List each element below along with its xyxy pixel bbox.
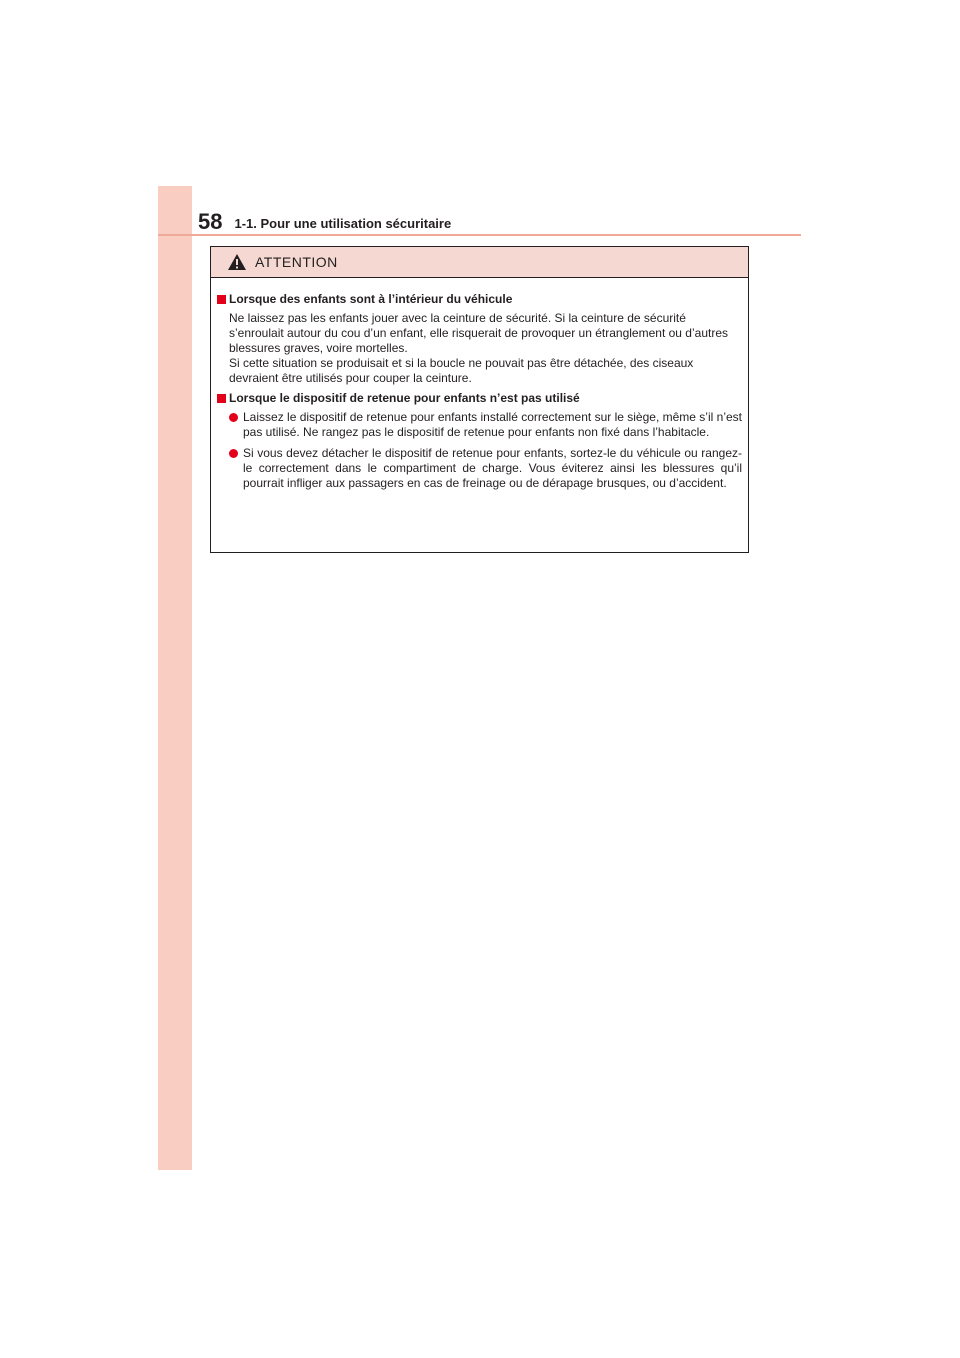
warning-title: ATTENTION [255,254,338,270]
warning-section-restraint-unused [217,391,742,491]
list-item-text: Laissez le dispositif de retenue pour enfants installé correctement sur le siège, même s’il n’est pas utilisé. Ne rangez pas le dispositif de retenue pour enfants non fixé dans l’habitacle. [243,410,742,439]
warning-box [210,246,749,553]
list-item [217,446,742,491]
list-item [217,410,742,440]
square-bullet-icon [217,295,226,304]
square-bullet-icon [217,394,226,403]
page-number: 58 [198,209,223,234]
warning-triangle-icon [227,253,247,271]
header-divider [158,234,801,236]
warning-header [211,247,748,278]
round-bullet-icon [229,413,238,422]
warning-body [211,278,748,491]
page-header [198,200,451,234]
list-item-text: Si vous devez détacher le dispositif de retenue pour enfants, sortez-le du véhicule ou rangez-le correctement dans le compartiment de charge. Vous éviterez ainsi les blessures qu’il pourrait infliger aux passagers en cas de freinage ou de dérapage brusques, ou d’accident. [243,446,742,490]
paragraph [217,311,742,386]
section-title: 1-1. Pour une utilisation sécuritaire [234,216,452,231]
section-heading [217,292,742,307]
paragraph-text: Ne laissez pas les enfants jouer avec la ceinture de sécurité. Si la ceinture de sécurité s’enroulait autour du cou d’un enfant, elle risquerait de provoquer un étranglement ou d’autres blessures graves, voire mortelles. [229,311,728,355]
section-heading [217,391,742,406]
section-heading-text: Lorsque des enfants sont à l’intérieur du véhicule [229,292,513,306]
section-heading-text: Lorsque le dispositif de retenue pour enfants n’est pas utilisé [229,391,580,405]
warning-section-children-inside [217,292,742,386]
paragraph-text: Si cette situation se produisait et si la boucle ne pouvait pas être détachée, des ciseaux devraient être utilisés pour couper la ceinture. [229,356,694,385]
round-bullet-icon [229,449,238,458]
side-color-band [158,186,192,1170]
